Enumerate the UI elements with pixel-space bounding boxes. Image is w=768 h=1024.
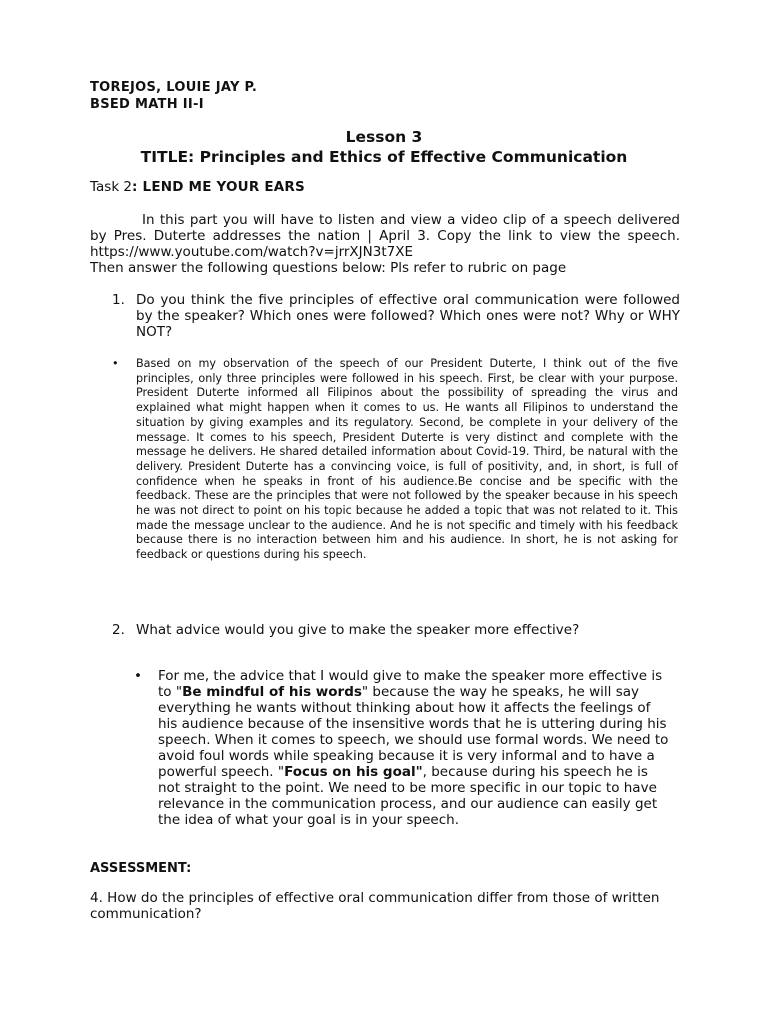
intro-paragraph: In this part you will have to listen and view a video clip of a speech delivered by Pres. Duterte addresses the nation | April 3. Copy the link to view the speech. https://www.youtube.com/watch?v=jrrXJN3t7XE (90, 212, 680, 260)
intro-section (90, 212, 680, 276)
answer-2 (134, 668, 674, 828)
question-number: 1. (112, 292, 125, 308)
task-prefix: Task 2 (90, 179, 133, 195)
lesson-title: TITLE: Principles and Ethics of Effective Communication (140, 148, 628, 166)
answer-text-part: " because the way he speaks, he will say everything he wants without thinking about how it affects the feelings of his audience because of the insensitive words that he is uttering during his speech. When it comes to speech, we should use formal words. We need to avoid foul words while speaking because it is very informal and to have a powerful speech. " (158, 684, 669, 780)
question-2 (112, 622, 680, 638)
question-1 (112, 292, 680, 340)
question-text: What advice would you give to make the speaker more effective? (136, 622, 580, 638)
answer-emphasis: Focus on his goal" (284, 764, 423, 780)
answer-emphasis: Be mindful of his words (182, 684, 362, 700)
author-info (90, 79, 680, 113)
lesson-number: Lesson 3 (345, 128, 423, 146)
task-line (90, 179, 680, 196)
student-course: BSED MATH II-I (90, 97, 204, 112)
answer-text-part: For me, the advice that I would give to make the speaker more effective is to " (158, 668, 663, 700)
assessment-question-4: 4. How do the principles of effective oral communication differ from those of written communication? (90, 890, 660, 922)
answer-text: Based on my observation of the speech of our President Duterte, I think out of the five principles, only three principles were followed in his speech. First, be clear with your purpose. President Duterte informed all Filipinos about the possibility of spreading the virus and explained what might happen when it comes to us. He wants all Filipinos to understand the situation by giving examples and its regulatory. Second, be complete in your delivery of the message. It comes to his speech, President Duterte is very distinct and complete with the message he delivers. He shared detailed information about Covid-19. Third, be natural with the delivery. President Duterte has a convincing voice, is full of positivity, and, in short, is full of confidence when he speaks in front of his audience.Be concise and be specific with the feedback. These are the principles that were not followed by the speaker because in his speech he was not direct to point on his topic because he added a topic that was not related to it. This made the message unclear to the audience. And he is not specific and timely with his feedback because there is no interaction between him and his audience. In short, he is not asking for feedback or questions during his speech. (136, 357, 678, 562)
question-text: Do you think the five principles of effective oral communication were followed by the speaker? Which ones were followed? Which ones were not? Why or WHY NOT? (136, 292, 680, 340)
question-number: 2. (112, 622, 125, 638)
bullet-icon: • (112, 357, 119, 370)
intro-instruction: Then answer the following questions below: Pls refer to rubric on page (90, 260, 567, 276)
bullet-icon: • (134, 668, 142, 684)
student-name: TOREJOS, LOUIE JAY P. (90, 80, 258, 95)
assessment-heading: ASSESSMENT: (90, 861, 192, 876)
lesson-heading (0, 127, 768, 167)
answer-1 (112, 357, 678, 563)
answer-text-part: , because during his speech he is not straight to the point. We need to be more specific in our topic to have relevance in the communication process, and our audience can easily get the idea of what your goal is in your speech. (158, 764, 658, 828)
answer-text (158, 668, 674, 828)
task-name: : LEND ME YOUR EARS (132, 179, 305, 195)
